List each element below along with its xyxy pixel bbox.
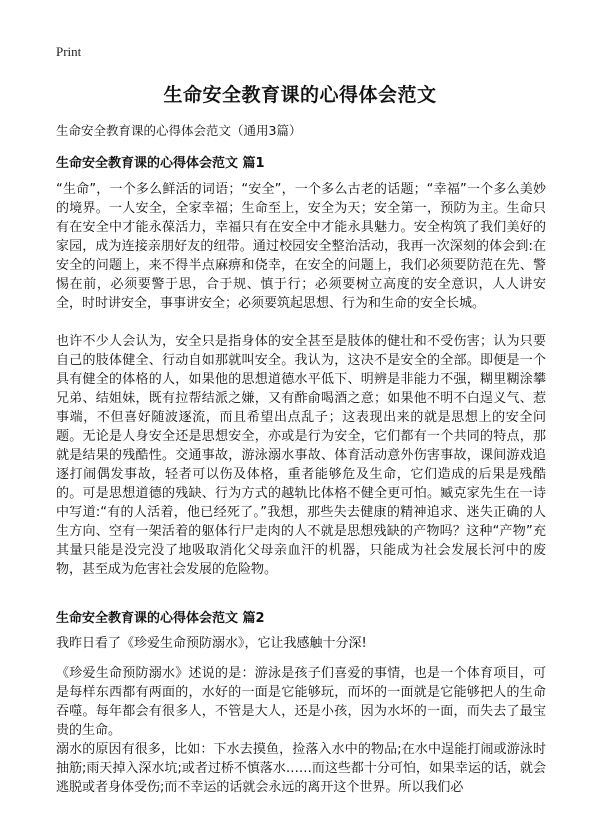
section2-paragraph-1: 我昨日看了《珍爱生命预防溺水》，它让我感触十分深! [56,636,367,651]
section-heading-1: 生命安全教育课的心得体会范文 篇1 [56,156,265,171]
section1-paragraph-2: 也许不少人会认为，安全只是指身体的安全甚至是肢体的健壮和不受伤害；认为只要自己的肢体健全、行动自如那就叫安全。我认为，这决不是安全的全部。即便是一个具有健全的体格的人，如果他的思想道德水平低下、明辨是非能力不强，糊里糊涂攀兄弟、结姐妹，既有拉帮结派之嫌，又有酢俞喝酒之意；如果他不明不白逞义气、惹事端，不但喜好随波逐流，而且希望出点乱子；这表现出来的就是思想上的安全问题。无论是人身安全还是思想安全，亦或是行为安全，它们都有一个共同的特点，那就是结果的残酷性。交通事故，游泳溺水事故、体育活动意外伤害事故，课间游戏追逐打闹偶发事故，轻者可以伤及体格，重者能够危及生命，它们造成的后果是残酷的。可是思想道德的残缺、行为方式的越轨比体格不健全更可怕。臧克家先生在一诗中写道:“有的人活着，他已经死了。”我想，那些失去健康的精神追求、迷失正确的人生方向、空有一架活着的躯体行尸走肉的人不就是思想残缺的产物吗？这种“产物”充其量只能是没完没了地吸取消化父母亲血汗的机器，只能成为社会发展长河中的废物，甚至成为危害社会发展的危险物。 [56,334,546,577]
document-title: 生命安全教育课的心得体会范文 [163,84,437,106]
print-link[interactable]: Print [56,44,82,59]
section1-paragraph-1: “生命”，一个多么鲜活的词语；“安全”，一个多么古老的话题；“幸福”一个多么美妙的境界。一人安全，全家幸福；生命至上，安全为天；安全第一，预防为主。生命只有在安全中才能永葆活力，幸福只有在安全中才能永具魅力。安全构筑了我们美好的家园，成为连接亲朋好友的纽带。通过校园安全整治活动，我再一次深刻的体会到:在安全的问题上，来不得半点麻痹和侥幸，在安全的问题上，我们必须要防范在先、警惕在前，必须要警于思，合于规、慎于行；必须要树立高度的安全意识，人人讲安全，时时讲安全，事事讲安全；必须要筑起思想、行为和生命的安全长城。 [56,182,546,311]
document-subtitle: 生命安全教育课的心得体会范文（通用3篇） [56,123,302,138]
section2-paragraph-2: 《珍爱生命预防溺水》述说的是：游泳是孩子们喜爱的事情，也是一个体育项目，可是每样东西都有两面的，水好的一面是它能够玩，而坏的一面就是它能够把人的生命吞噬。每年都会有很多人，不管是大人，还是小孩，因为水坏的一面，而失去了最宝贵的生命。 [56,666,546,738]
section2-paragraph-3: 溺水的原因有很多，比如：下水去摸鱼，捡落入水中的物品;在水中逞能打闹或游泳时抽筋;雨天掉入深水坑;或者过桥不慎落水……而这些都十分可怕，如果幸运的话，就会逃脱或者身体受伤;而不幸运的话就会永远的离开这个世界。所以我们必 [56,742,546,795]
section-heading-2: 生命安全教育课的心得体会范文 篇2 [56,611,265,626]
